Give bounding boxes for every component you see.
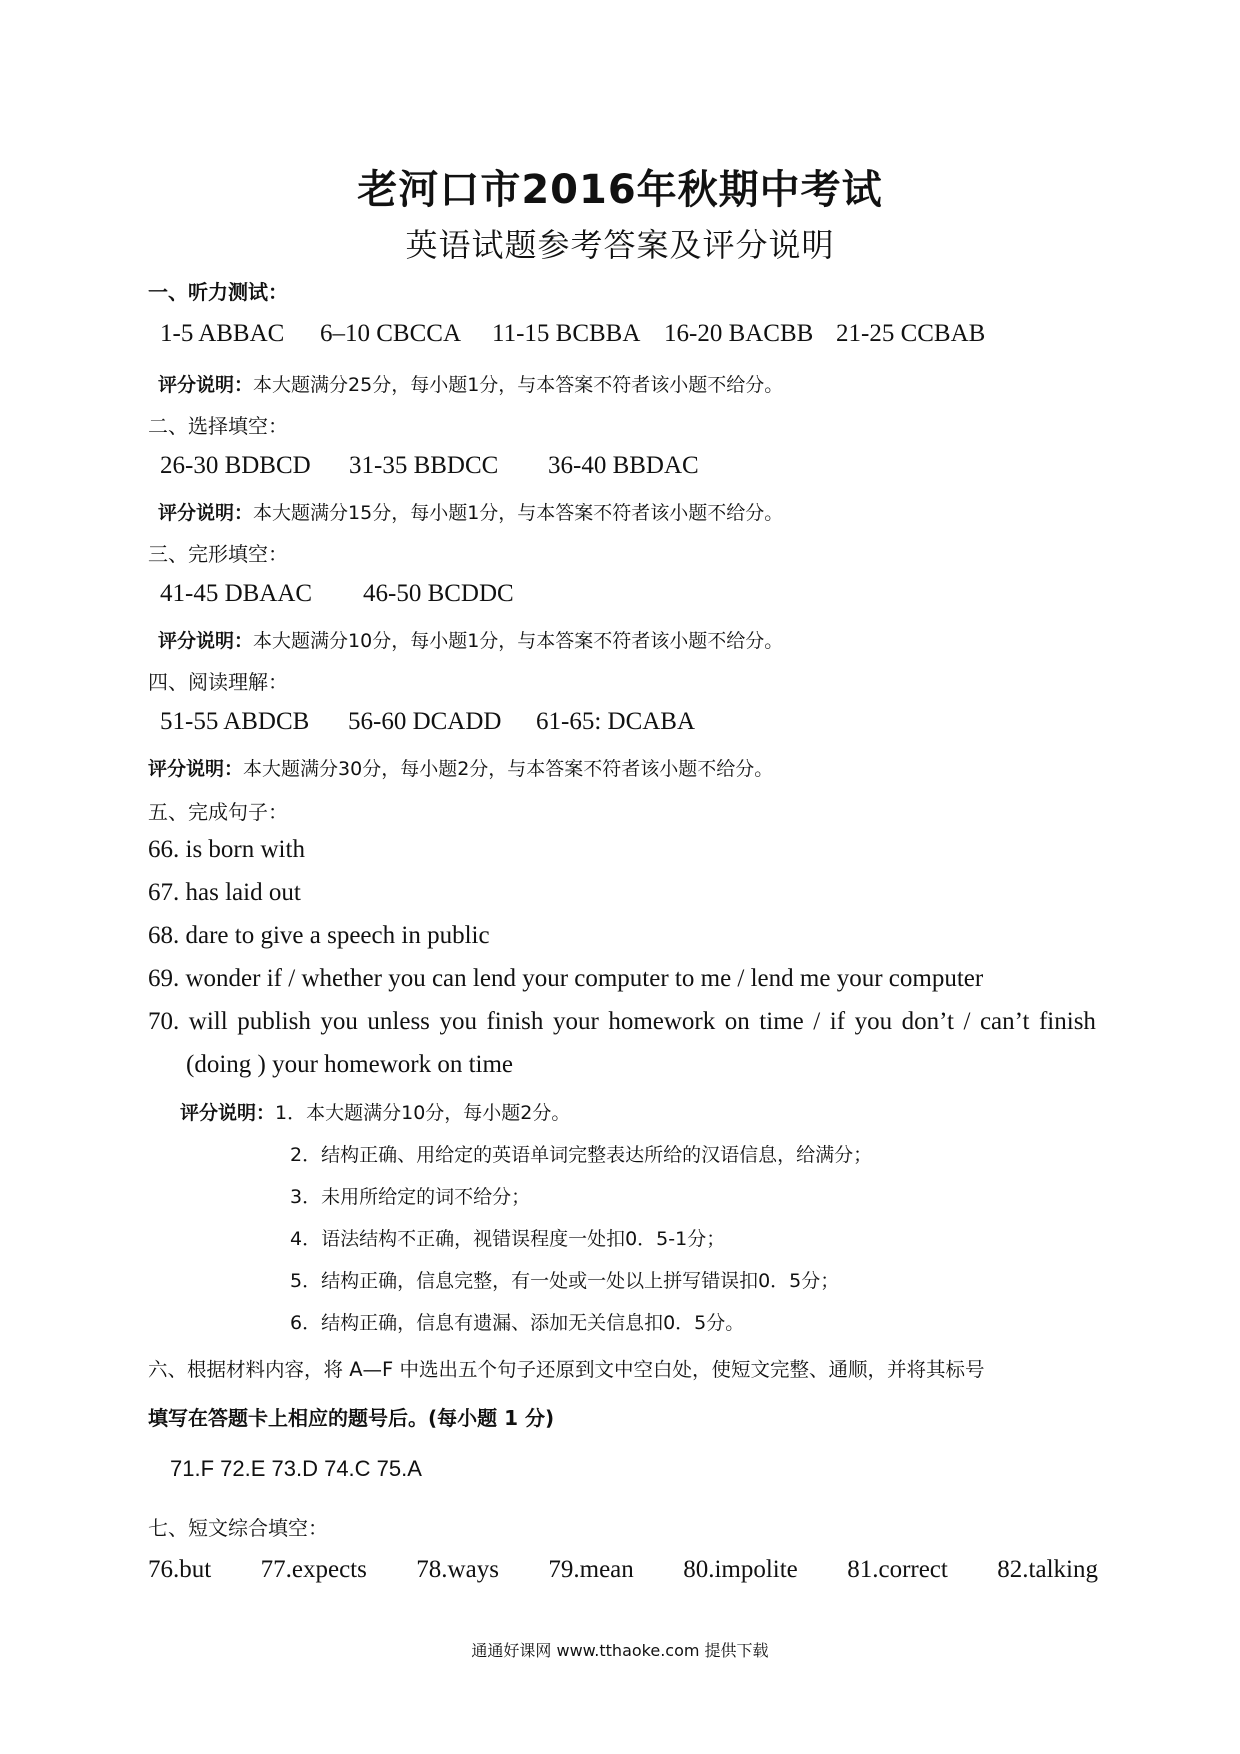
- answer-group: 6–10 CBCCA: [320, 320, 462, 347]
- word: you: [320, 1008, 358, 1035]
- word: can’t: [979, 1008, 1030, 1035]
- answer-item: 81.correct: [847, 1556, 948, 1583]
- answer-group: 51-55 ABDCB: [160, 708, 310, 735]
- note-text: 6．结构正确，信息有遗漏、添加无关信息扣0．5分。: [290, 1312, 745, 1334]
- section-1-answers: [160, 320, 985, 348]
- note-text: 4．语法结构不正确，视错误程度一处扣0．5-1分；: [290, 1228, 726, 1250]
- section-6-heading: 六、根据材料内容，将 A—F 中选出五个句子还原到文中空白处，使短文完整、通顺，并将其标号: [148, 1358, 985, 1381]
- answer-item: 77.expects: [260, 1556, 367, 1583]
- word: publish: [237, 1008, 311, 1035]
- section-2-answers: [160, 452, 699, 480]
- section-1-note: [158, 370, 783, 397]
- word: unless: [367, 1008, 430, 1035]
- note-text: 本大题满分15分，每小题1分，与本答案不符者该小题不给分。: [253, 502, 784, 524]
- section-7-answers: [148, 1556, 1098, 1584]
- word: will: [188, 1008, 228, 1035]
- section-1-heading: 一、听力测试：: [148, 280, 288, 304]
- answer-item: 80.impolite: [683, 1556, 798, 1583]
- answer-group: 21-25 CCBAB: [836, 320, 986, 347]
- note-label: 评分说明：: [158, 630, 254, 652]
- word: finish: [1038, 1008, 1096, 1035]
- section-4-note: [148, 754, 773, 781]
- word: /: [963, 1008, 971, 1035]
- answer-group: 61-65: DCABA: [536, 708, 696, 735]
- note-text: 5．结构正确，信息完整，有一处或一处以上拼写错误扣0．5分；: [290, 1270, 840, 1292]
- word: 70.: [148, 1008, 180, 1035]
- sentence-item: 69. wonder if / whether you can lend your computer to me / lend me your computer: [148, 965, 984, 992]
- note-label: 评分说明：: [158, 374, 254, 396]
- note-label: 评分说明：: [158, 502, 254, 524]
- answer-group: 56-60 DCADD: [348, 708, 502, 735]
- answer-group: 1-5 ABBAC: [160, 320, 285, 347]
- section-6-answers: 71.F 72.E 73.D 74.C 75.A: [170, 1456, 422, 1481]
- page-subtitle: 英语试题参考答案及评分说明: [405, 226, 835, 264]
- answer-item: 76.but: [148, 1556, 212, 1583]
- answer-group: 11-15 BCBBA: [492, 320, 641, 347]
- section-5-note-label: 评分说明：1．本大题满分10分，每小题2分。: [180, 1102, 571, 1124]
- word: your: [552, 1008, 599, 1035]
- note-text: 3．未用所给定的词不给分；: [290, 1186, 531, 1208]
- section-5-heading: 五、完成句子：: [148, 800, 288, 824]
- answer-group: 31-35 BBDCC: [349, 452, 499, 479]
- note-text: 本大题满分10分，每小题1分，与本答案不符者该小题不给分。: [253, 630, 784, 652]
- sentence-item-70-cont: (doing ) your homework on time: [186, 1051, 514, 1078]
- word: on: [724, 1008, 750, 1035]
- word: don’t: [901, 1008, 954, 1035]
- note-label: 评分说明：: [148, 758, 244, 780]
- word: /: [813, 1008, 821, 1035]
- note-text: 2．结构正确、用给定的英语单词完整表达所给的汉语信息，给满分；: [290, 1144, 873, 1166]
- section-4-heading: 四、阅读理解：: [148, 670, 288, 694]
- note-text: 本大题满分30分，每小题2分，与本答案不符者该小题不给分。: [243, 758, 774, 780]
- page-title: 老河口市2016年秋期中考试: [357, 167, 883, 213]
- word: finish: [486, 1008, 544, 1035]
- word: you: [439, 1008, 477, 1035]
- answer-group: 26-30 BDBCD: [160, 452, 311, 479]
- page-footer: 通通好课网 www.tthaoke.com 提供下载: [471, 1641, 769, 1660]
- answer-group: 46-50 BCDDC: [363, 580, 514, 607]
- sentence-item-70: [148, 1008, 1096, 1036]
- answer-item: 78.ways: [416, 1556, 499, 1583]
- note-text: 本大题满分25分，每小题1分，与本答案不符者该小题不给分。: [253, 374, 784, 396]
- section-3-note: [158, 626, 783, 653]
- sentence-item: 68. dare to give a speech in public: [148, 922, 490, 949]
- word: you: [854, 1008, 893, 1035]
- section-7-heading: 七、短文综合填空：: [148, 1516, 328, 1540]
- note-text: 1．本大题满分10分，每小题2分。: [275, 1102, 571, 1124]
- answer-group: 36-40 BBDAC: [548, 452, 699, 479]
- sentence-item: 66. is born with: [148, 836, 305, 863]
- answer-item: 79.mean: [548, 1556, 634, 1583]
- answer-item: 82.talking: [997, 1556, 1098, 1583]
- section-6-instruction: 填写在答题卡上相应的题号后。(每小题 1 分): [148, 1406, 555, 1430]
- word: time: [759, 1008, 804, 1035]
- section-2-heading: 二、选择填空：: [148, 414, 288, 438]
- section-4-answers: [160, 708, 695, 736]
- sentence-item: 67. has laid out: [148, 879, 301, 906]
- word: if: [829, 1008, 846, 1035]
- section-2-note: [158, 498, 783, 525]
- answer-group: 41-45 DBAAC: [160, 580, 313, 607]
- answer-group: 16-20 BACBB: [664, 320, 814, 347]
- section-3-answers: [160, 580, 514, 608]
- section-3-heading: 三、完形填空：: [148, 542, 288, 566]
- word: homework: [608, 1008, 716, 1035]
